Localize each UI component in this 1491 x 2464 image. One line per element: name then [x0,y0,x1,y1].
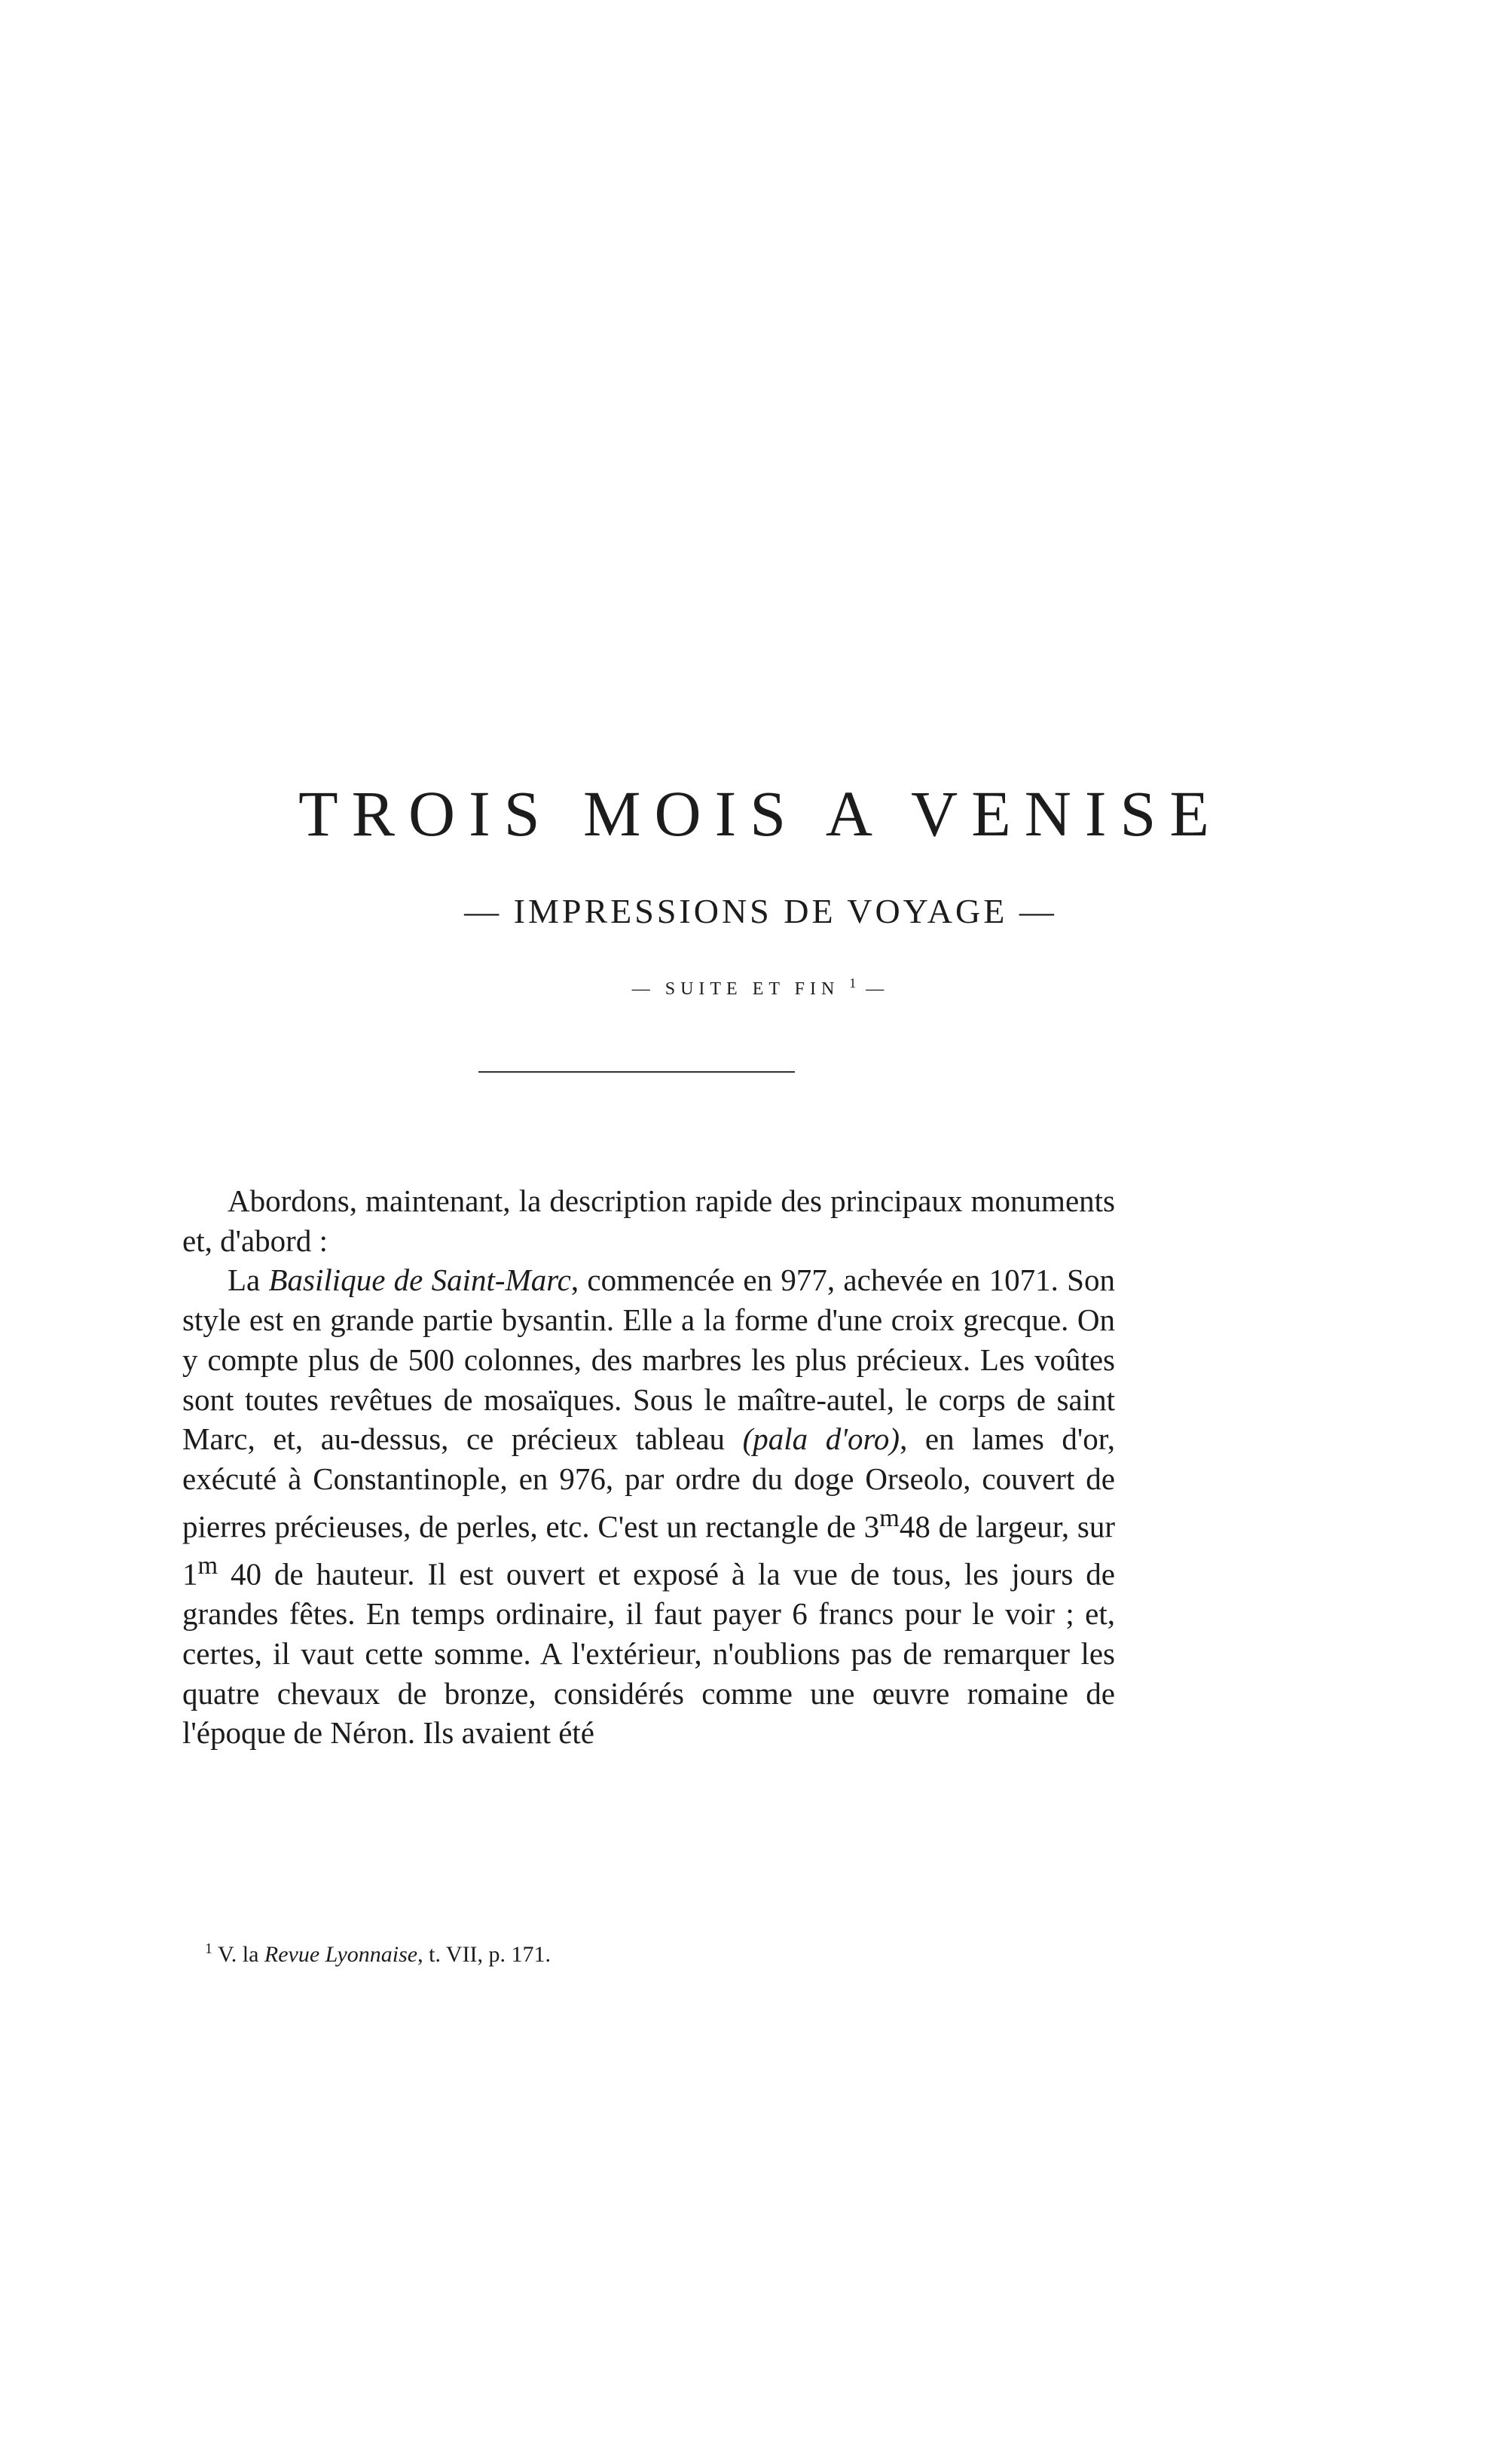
unit-superscript: m [197,1551,218,1580]
paragraph-2 [182,1260,1115,1753]
article-subtitle: — IMPRESSIONS DE VOYAGE — [464,892,1057,930]
journal-name: Revue Lyonnaise [264,1942,418,1967]
footnote-text: V. la [212,1942,264,1967]
continuation-text: — SUITE ET FIN [631,979,840,999]
text-run: La [228,1263,269,1298]
article-title: TROIS MOIS A VENISE [298,777,1223,850]
footnote-text: , t. VII, p. 171. [417,1942,551,1967]
footnote-mark: 1 [205,1940,212,1957]
text-run: 48 de largeur, sur 1 [182,1509,1115,1592]
continuation-note [0,968,1491,1004]
text-run: , en lames d'or, exécuté à Constantinople, en 976, par ordre du doge Orseolo, couvert de pierres précieuses, de perles, etc. C'est un rectangle de 3 [182,1421,1116,1544]
text-run: , commencée en 977, achevée en 1071. Son style est en grande partie bysantin. Elle a la forme d'une croix grecque. On y compte plus de 500 colonnes, des marbres les plus précieux. Les voûtes sont toutes revêtues de mosaïques. Sous le maître-autel, le corps de saint Marc, et, au-dessus, ce précieux tableau [182,1263,1115,1457]
basilica-name: Basilique de Saint-Marc [268,1263,571,1298]
article-body [182,1181,1115,1753]
paragraph-1: Abordons, maintenant, la description rapide des principaux monuments et, d'abord : [182,1183,1115,1258]
pala-doro-term: (pala d'oro) [742,1421,900,1457]
continuation-end: — [856,979,890,999]
footnote-reference: 1 [849,976,857,991]
unit-superscript: m [879,1504,900,1532]
text-run: 40 de hauteur. Il est ouvert et exposé à la vue de tous, les jours de grandes fêtes. En temps ordinaire, il faut payer 6 francs pour le voir ; et, certes, il vaut cette somme. A l'extérieur, n'oublions pas de remarquer les quatre chevaux de bronze, considérés comme une œuvre romaine de l'époque de Néron. Ils avaient été [182,1556,1115,1751]
title-divider [478,1071,795,1073]
footnote [205,1934,551,1970]
